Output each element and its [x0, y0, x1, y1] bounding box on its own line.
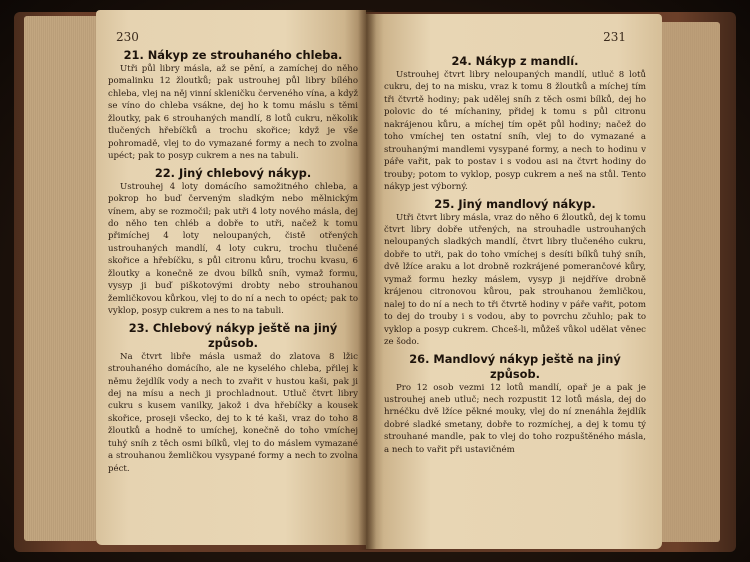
right-page-text: [384, 54, 646, 456]
left-page: [96, 10, 366, 545]
right-page-number: 231: [603, 30, 626, 44]
recipe-text-24: Ustrouhej čtvrt libry neloupaných mandlí, utluč 8 lotů cukru, dej to na misku, vraz k tomu 8 žloutků a míchej tím tři čtvrtě hodiny; pak udělej sníh z těch osmi bílků, dej ho polovic do té míchaniny, přidej k tomu s půl citronu nakrájenou kůru, a míchej tím opět půl hodiny; načež do toho vmíchej ten ostatní sníh, vlej to do vymazané a strouhanými mandlemi vysypané formy, a nech to hodinu v páře vařit, pak to postav i s vodou asi na čtvrt hodiny do trouby; potom to vyklop, posyp cukrem a neš na stůl. Tento nákyp jest výborný.: [384, 70, 646, 193]
recipe-heading-24: 24. Nákyp z mandlí.: [451, 54, 579, 68]
book-gutter: [358, 10, 376, 550]
right-page-edges: [660, 22, 720, 542]
recipe-heading-22: 22. Jiný chlebový nákyp.: [154, 165, 312, 180]
recipe-heading-23: 23. Chlebový nákyp ještě na jiný způsob.: [128, 320, 338, 350]
recipe-text-25: Utři čtvrt libry másla, vraz do něho 6 žloutků, dej k tomu čtvrt libry dobře utřených, na strouhadle ustrouhaných neloupaných sladkých mandlí, čtvrt libry tlučeného cukru, dobře to utři, pak do toho vmíchej s desíti bílků tuhý sníh, dvě lžíce araku a lot drobně rozkrájené pomerančové kůry, vymaž formu hezky máslem, vysyp ji nejdříve drobně krájenou citronovou kůrou, pak strouhanou žemličkou, nalej to do ní a nech to tři čtvrtě hodiny v páře vařit, potom to dej do trouby i s vodou, aby to povrchu zčuhlo; pak to vyklop a posyp cukrem. Chceš-li, můžeš vůkol udělat věnec ze šodo.: [384, 212, 646, 348]
right-page: [366, 14, 662, 549]
recipe-text-23: Na čtvrt libře másla usmaž do zlatova 8 lžic strouhaného domácího, ale ne kyselého chleba, přilej k němu žejdlík vody a nech to zvařit v hustou kaši, pak ji dej na mísu a nech ji prochladnout. Utluč čtvrt libry cukru s kusem vanilky, jakož i dva hřebíčky a kousek skořice, proseji všecko, dej to k té kaši, vraz do toho 8 žloutků a hodně to umíchej, konečně do toho vmíchej tuhý sníh z těch osmi bílků, vlej to do máslem vymazané a strouhanou žemličkou vysypané formy a nech to zvolna péct.: [108, 351, 358, 474]
recipe-heading-26: 26. Mandlový nákyp ještě na jiný způsob.: [409, 351, 621, 381]
recipe-text-21: Utři půl libry másla, až se pění, a zamíchej do něho pomalinku 12 žloutků; pak ustrouhej půl libry bílého chleba, vlej na něj vinní skleničku červeného vína, a když se víno do chleba vsákne, dej ho k tomu máslu s těmi žloutky, pak 6 strouhaných mandlí, 8 lotů cukru, několik tlučených hřebíčků a trochu skořice; když je vše pohromadě, vlej to do vymazané formy a nech to zvolna upéct; pak to posyp cukrem a nes na tabuli.: [108, 64, 358, 162]
recipe-text-26: Pro 12 osob vezmi 12 lotů mandlí, opař je a pak je ustrouhej aneb utluč; nech rozpustit 12 lotů másla, dej do hrnéčku dvě lžíce pěkné mouky, vlej do ní znenáhla žejdlík dobré sladké smetany, dobře to rozmíchej, a dej k tomu tý strouhané mandle, pak to vlej do toho rozpuštěného másla, a nech to vařit při ustavičném: [384, 382, 646, 455]
recipe-heading-21: 21. Nákyp ze strouhaného chleba.: [123, 48, 343, 62]
left-page-text: [108, 48, 358, 475]
recipe-text-22: Ustrouhej 4 loty domácího samožitného chleba, a pokrop ho buď červeným sladkým nebo mělnickým vínem, aby se rozmočil; pak utři 4 loty nového másla, dej do něho ten chléb a dobře to utři, načež k tomu přimíchej 4 loty neloupaných, čistě otřených ustrouhaných mandlí, 4 loty cukru, trochu tlučené skořice a hřebíčku, s půl citronu kůru, trochu kvasu, 6 žloutky a konečně ze dvou bílků sníh, vymaž formu, vysyp ji buď piškotovými drobty nebo strouhanou žemličkovou kůrkou, vlej to do ní a nech to opéct; pak to vyklop, posyp cukrem a nes to na tabuli.: [108, 181, 358, 317]
left-page-number: 230: [116, 30, 139, 44]
recipe-heading-25: 25. Jiný mandlový nákyp.: [434, 196, 596, 211]
left-page-edges: [24, 16, 96, 541]
